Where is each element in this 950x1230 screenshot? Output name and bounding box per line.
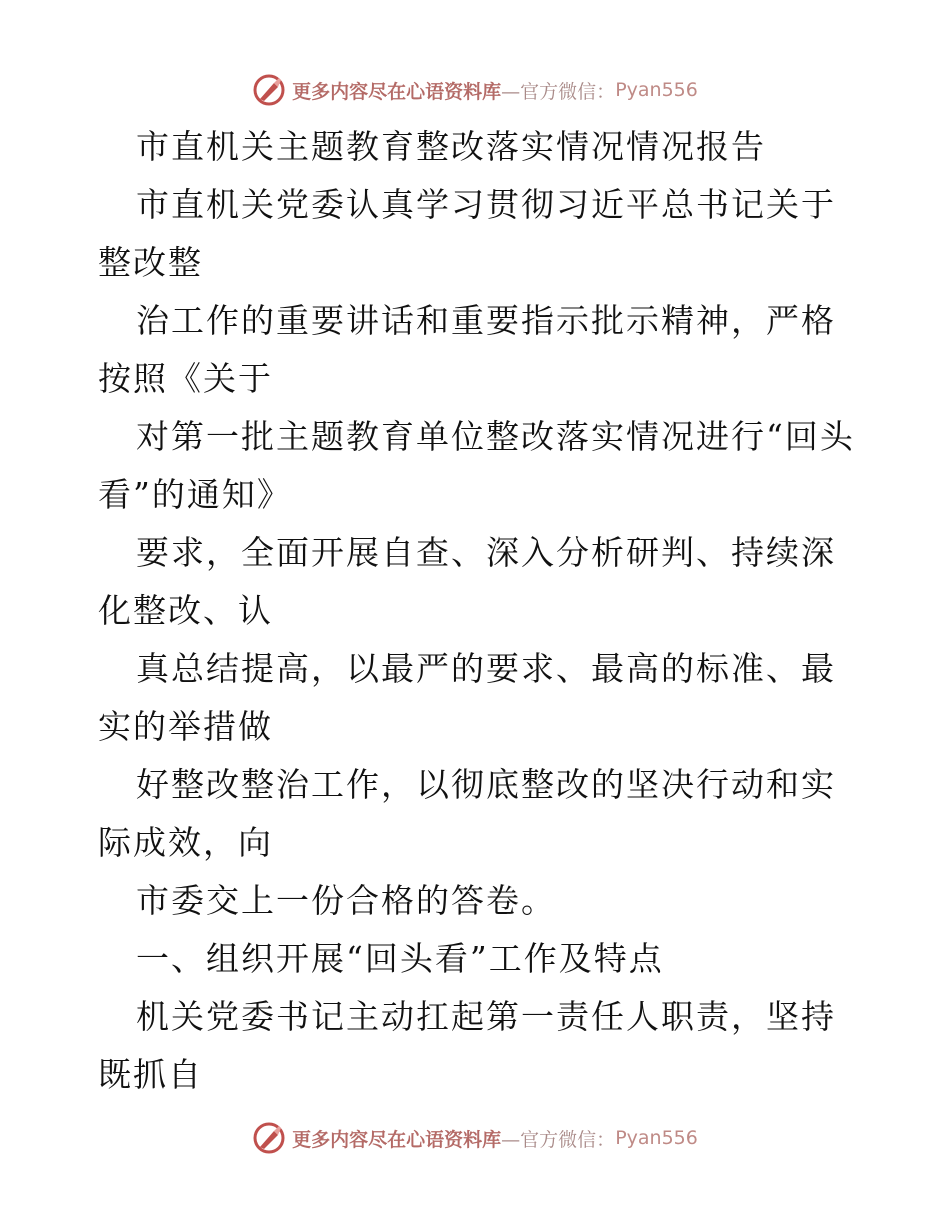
banner-text-main: 更多内容尽在心语资料库 <box>292 1128 502 1151</box>
header-banner <box>0 70 950 110</box>
document-body <box>98 118 858 1104</box>
banner-wechat-id: Pyan556 <box>615 1127 698 1149</box>
pen-nib-logo-icon <box>252 73 286 107</box>
footer-banner <box>0 1118 950 1158</box>
document-title: 市直机关主题教育整改落实情况情况报告 <box>136 127 766 166</box>
paragraph-4: 要求，全面开展自查、深入分析研判、持续深化整改、认 <box>98 533 836 630</box>
paragraph-3: 对第一批主题教育单位整改落实情况进行“回头看”的通知》 <box>98 417 855 514</box>
paragraph-6: 好整改整治工作，以彻底整改的坚决行动和实际成效，向 <box>98 765 836 862</box>
banner-wechat-id: Pyan556 <box>615 79 698 101</box>
banner-text-main: 更多内容尽在心语资料库 <box>292 80 502 103</box>
banner-text-dash: —官方微信： <box>501 1128 616 1151</box>
paragraph-7: 市委交上一份合格的答卷。 <box>136 881 556 920</box>
paragraph-8: 机关党委书记主动扛起第一责任人职责，坚持既抓自 <box>98 997 836 1094</box>
paragraph-5: 真总结提高，以最严的要求、最高的标准、最实的举措做 <box>98 649 836 746</box>
banner-text-dash: —官方微信： <box>501 80 616 103</box>
section-heading-1: 一、组织开展“回头看”工作及特点 <box>136 939 664 978</box>
pen-nib-logo-icon <box>252 1121 286 1155</box>
paragraph-1: 市直机关党委认真学习贯彻习近平总书记关于整改整 <box>98 185 836 282</box>
paragraph-2: 治工作的重要讲话和重要指示批示精神，严格按照《关于 <box>98 301 836 398</box>
